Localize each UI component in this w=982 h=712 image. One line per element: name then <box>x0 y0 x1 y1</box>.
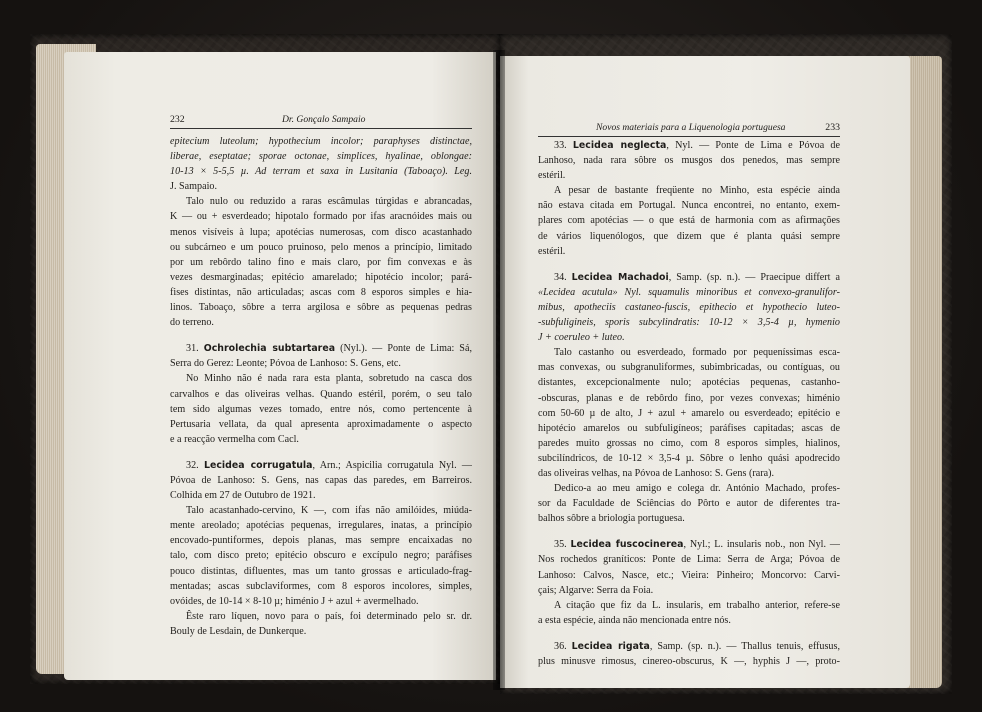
text-line: ou subcárneo e um pouco pruinoso, pelo menos a princípio, limitado <box>170 241 472 253</box>
text-line: não estava citada em Portugal. Nunca encontrei, no entanto, exem- <box>538 200 840 212</box>
text-line <box>170 341 472 356</box>
text-line: liberae, eseptatae; sporae octonae, simplices, hyalinae, oblongae: <box>170 151 472 163</box>
text-line: Lanhoso: Calvos, Nasce, etc.; Vieira: Pinheiro; Moncorvo: Carvi- <box>538 569 840 581</box>
text-line: vezes desmarginadas; epitécio amarelado; hipotécio incolor; pará- <box>170 271 472 283</box>
text-line <box>538 270 840 285</box>
text-line: Dedico-a ao meu amigo e colega dr. António Machado, profes- <box>554 483 840 495</box>
entry-number: 34. <box>554 271 572 283</box>
text-line: talo, com disco preto; epitécio obscuro e excípulo negro; paráfises <box>170 550 472 562</box>
entry-number: 36. <box>554 640 572 652</box>
text-line: com 50-60 µ de alto, J + azul + amarelo ou esverdeado; epitécio e <box>538 407 840 419</box>
entry-text: , Samp. (sp. n.). — Thallus tenuis, effusus, <box>649 640 840 652</box>
paragraph-gap <box>170 330 472 341</box>
text-line: J. Sampaio. <box>170 181 218 193</box>
text-line: A citação que fiz da L. insularis, em trabalho anterior, refere-se <box>554 599 840 611</box>
text-line: paredes muito grossas no cimo, com 8 esporos simples, hialinos, <box>538 437 840 449</box>
text-line: -subfuligineis, sporis subcylindratis: 10-12 × 3,5-4 µ, hymenio <box>538 317 840 329</box>
text-line <box>538 537 840 552</box>
entry-number: 33. <box>554 140 573 151</box>
text-line: Talo nulo ou reduzido a raras escâmulas túrgidas e abrancadas, <box>186 196 472 208</box>
text-line: de vários liquenólogos, que dizem que é planta quási sempre <box>538 230 840 242</box>
species-name: Ochrolechia subtartarea <box>203 343 336 355</box>
text-line: balhos sôbre a briologia portuguesa. <box>538 513 685 525</box>
entry-number: 35. <box>554 539 571 551</box>
text-line: J + coeruleo + luteo. <box>538 332 625 344</box>
page-number: 233 <box>825 122 840 133</box>
paragraph-gap <box>538 526 840 537</box>
text-line: Lanhoso, nada rara sôbre os musgos dos penedos, mas sempre <box>538 155 840 167</box>
entry-text: , Nyl. — Ponte de Lima e Póvoa de <box>666 140 840 151</box>
text-line: A pesar de bastante freqüente no Minho, esta espécie ainda <box>554 185 840 197</box>
running-head: Dr. Gonçalo Sampaio <box>282 114 366 125</box>
species-name: Lecidea corrugatula <box>203 459 313 471</box>
text-line <box>170 458 472 473</box>
entry-text: , Nyl.; L. insularis nob., non Nyl. — <box>683 539 840 551</box>
entry-number: 32. <box>186 459 204 471</box>
left-page-header <box>170 114 472 129</box>
text-line: tem sido algumas vezes tomado, entre nós, como pertencente à <box>170 403 472 415</box>
right-page-body <box>538 138 840 669</box>
text-line: Pertusaria vellata, da qual apresenta aproximadamente o aspecto <box>170 418 472 430</box>
text-line <box>538 138 840 153</box>
text-line: mente areolado; apotécias pequenas, irregulares, inatas, a princípio <box>170 520 472 532</box>
entry-text: (Nyl.). — Ponte de Lima: Sá, <box>335 343 472 355</box>
text-line: Colhida em 27 de Outubro de 1921. <box>170 490 316 502</box>
text-line: Serra do Gerez: Leonte; Póvoa de Lanhoso: S. Gens, etc. <box>170 358 401 370</box>
text-line: distantes, excepcionalmente nulo; apotécias pequenas, castanho- <box>538 377 840 389</box>
text-line: Talo castanho ou esverdeado, formado por pequeníssimas esca- <box>554 347 840 359</box>
entry-number: 31. <box>186 343 204 355</box>
text-line: mas convexas, ou subgranuliformes, subimbricadas, ou contíguas, ou <box>538 362 840 374</box>
text-line: subcilíndricos, de 10-12 × 3,5-4 µ. Sôbre o lenho quási apodrecido <box>538 452 840 464</box>
text-line: estéril. <box>538 245 566 257</box>
entry-text: , Arn.; Aspicilia corrugatula Nyl. — <box>312 459 472 471</box>
text-line: Nos rochedos graníticos: Ponte de Lima: Serra de Arga; Póvoa de <box>538 554 840 566</box>
text-line <box>538 639 840 654</box>
text-line: K — ou + esverdeado; hipotalo formado por ifas aracnóides mais ou <box>170 211 472 223</box>
text-line: a esta espécie, ainda não mencionada entre nós. <box>538 614 731 626</box>
entry-text: , Samp. (sp. n.). — Praecipue differt a <box>668 271 840 283</box>
text-line: -obscuras, planas e de rebôrdo fino, por vezes convexas; himénio <box>538 392 840 404</box>
text-line: estéril. <box>538 170 566 182</box>
species-name: Lecidea neglecta <box>572 140 667 151</box>
text-line: sor da Faculdade de Sciências do Pôrto e autor de diferentes tra- <box>538 498 840 510</box>
text-line: fises distintas, não articuladas; ascas com 8 esporos simples e hia- <box>170 286 472 298</box>
right-page-header <box>538 122 840 137</box>
text-line: do terreno. <box>170 317 214 329</box>
text-line: epitecium luteolum; hypothecium incolor; paraphyses distinctae, <box>170 136 472 147</box>
text-line: carvalhos e das oliveiras velhas. Quando estéril, porém, o seu talo <box>170 388 472 400</box>
text-line: «Lecidea acutula» Nyl. squamulis minoribus et convexo-granulifor- <box>538 286 840 298</box>
text-line: Êste raro líquen, novo para o país, foi determinado pelo sr. dr. <box>186 610 472 622</box>
right-page <box>500 56 910 688</box>
left-page-body <box>170 134 472 639</box>
text-line: linos. Taboaço, sôbre a terra argilosa e sôbre as pequenas pedras <box>170 302 472 314</box>
text-line: encovado-puntiformes, depois planas, mas sempre encaixadas no <box>170 535 472 547</box>
text-line: No Minho não é nada rara esta planta, sobretudo na casca dos <box>186 373 472 385</box>
text-line: pouco distintas, difluentes, mas um tanto grossas e articulado-frag- <box>170 565 472 577</box>
text-line: por um rebôrdo talino fino e mais claro, por fim convexas e às <box>170 256 472 268</box>
text-line: plares com apotécias — o que está de harmonia com as afirmações <box>538 215 840 227</box>
page-number: 232 <box>170 114 185 125</box>
text-line: mibus, apotheciis castaneo-fuscis, epithecio et hypothecio luteo- <box>538 301 840 313</box>
paragraph-gap <box>538 259 840 270</box>
paragraph-gap <box>538 628 840 639</box>
text-line: Talo acastanhado-cervino, K —, com ifas não amilóides, miúda- <box>186 505 472 517</box>
species-name: Lecidea Machadoi <box>571 271 669 283</box>
species-name: Lecidea fuscocinerea <box>570 539 684 551</box>
text-line: e a reacção vermelha com Cacl. <box>170 433 299 445</box>
text-line: hipotécio amarelos ou subfuligíneos; paráfises capitadas; ascas de <box>538 422 840 434</box>
text-line: menos visíveis à lupa; apotécias numerosas, com disco acastanhado <box>170 226 472 238</box>
book-gutter <box>493 50 505 690</box>
text-line: plus minusve rimosus, cinereo-obscurus, K —, hyphis J —, proto- <box>538 656 840 667</box>
running-head: Novos materiais para a Liquenologia portuguesa <box>596 122 786 133</box>
left-page <box>64 52 496 680</box>
text-line: Bouly de Lesdain, de Dunkerque. <box>170 625 307 637</box>
text-line: ovóides, de 10-14 × 8-10 µ; himénio J + azul + avermelhado. <box>170 595 419 607</box>
text-line: mentadas; ascas subclaviformes, com 8 esporos incolores, simples, <box>170 580 472 592</box>
text-line: 10-13 × 5-5,5 µ. Ad terram et saxa in Lusitania (Taboaço). Leg. <box>170 166 472 178</box>
species-name: Lecidea rigata <box>571 640 650 652</box>
text-line: Póvoa de Lanhoso: S. Gens, nas capas das paredes, em Barreiros. <box>170 474 472 486</box>
paragraph-gap <box>170 447 472 458</box>
text-line: çais; Algarve: Serra da Foia. <box>538 584 654 596</box>
text-line: das oliveiras velhas, na Póvoa de Lanhoso: S. Gens (rara). <box>538 467 775 479</box>
